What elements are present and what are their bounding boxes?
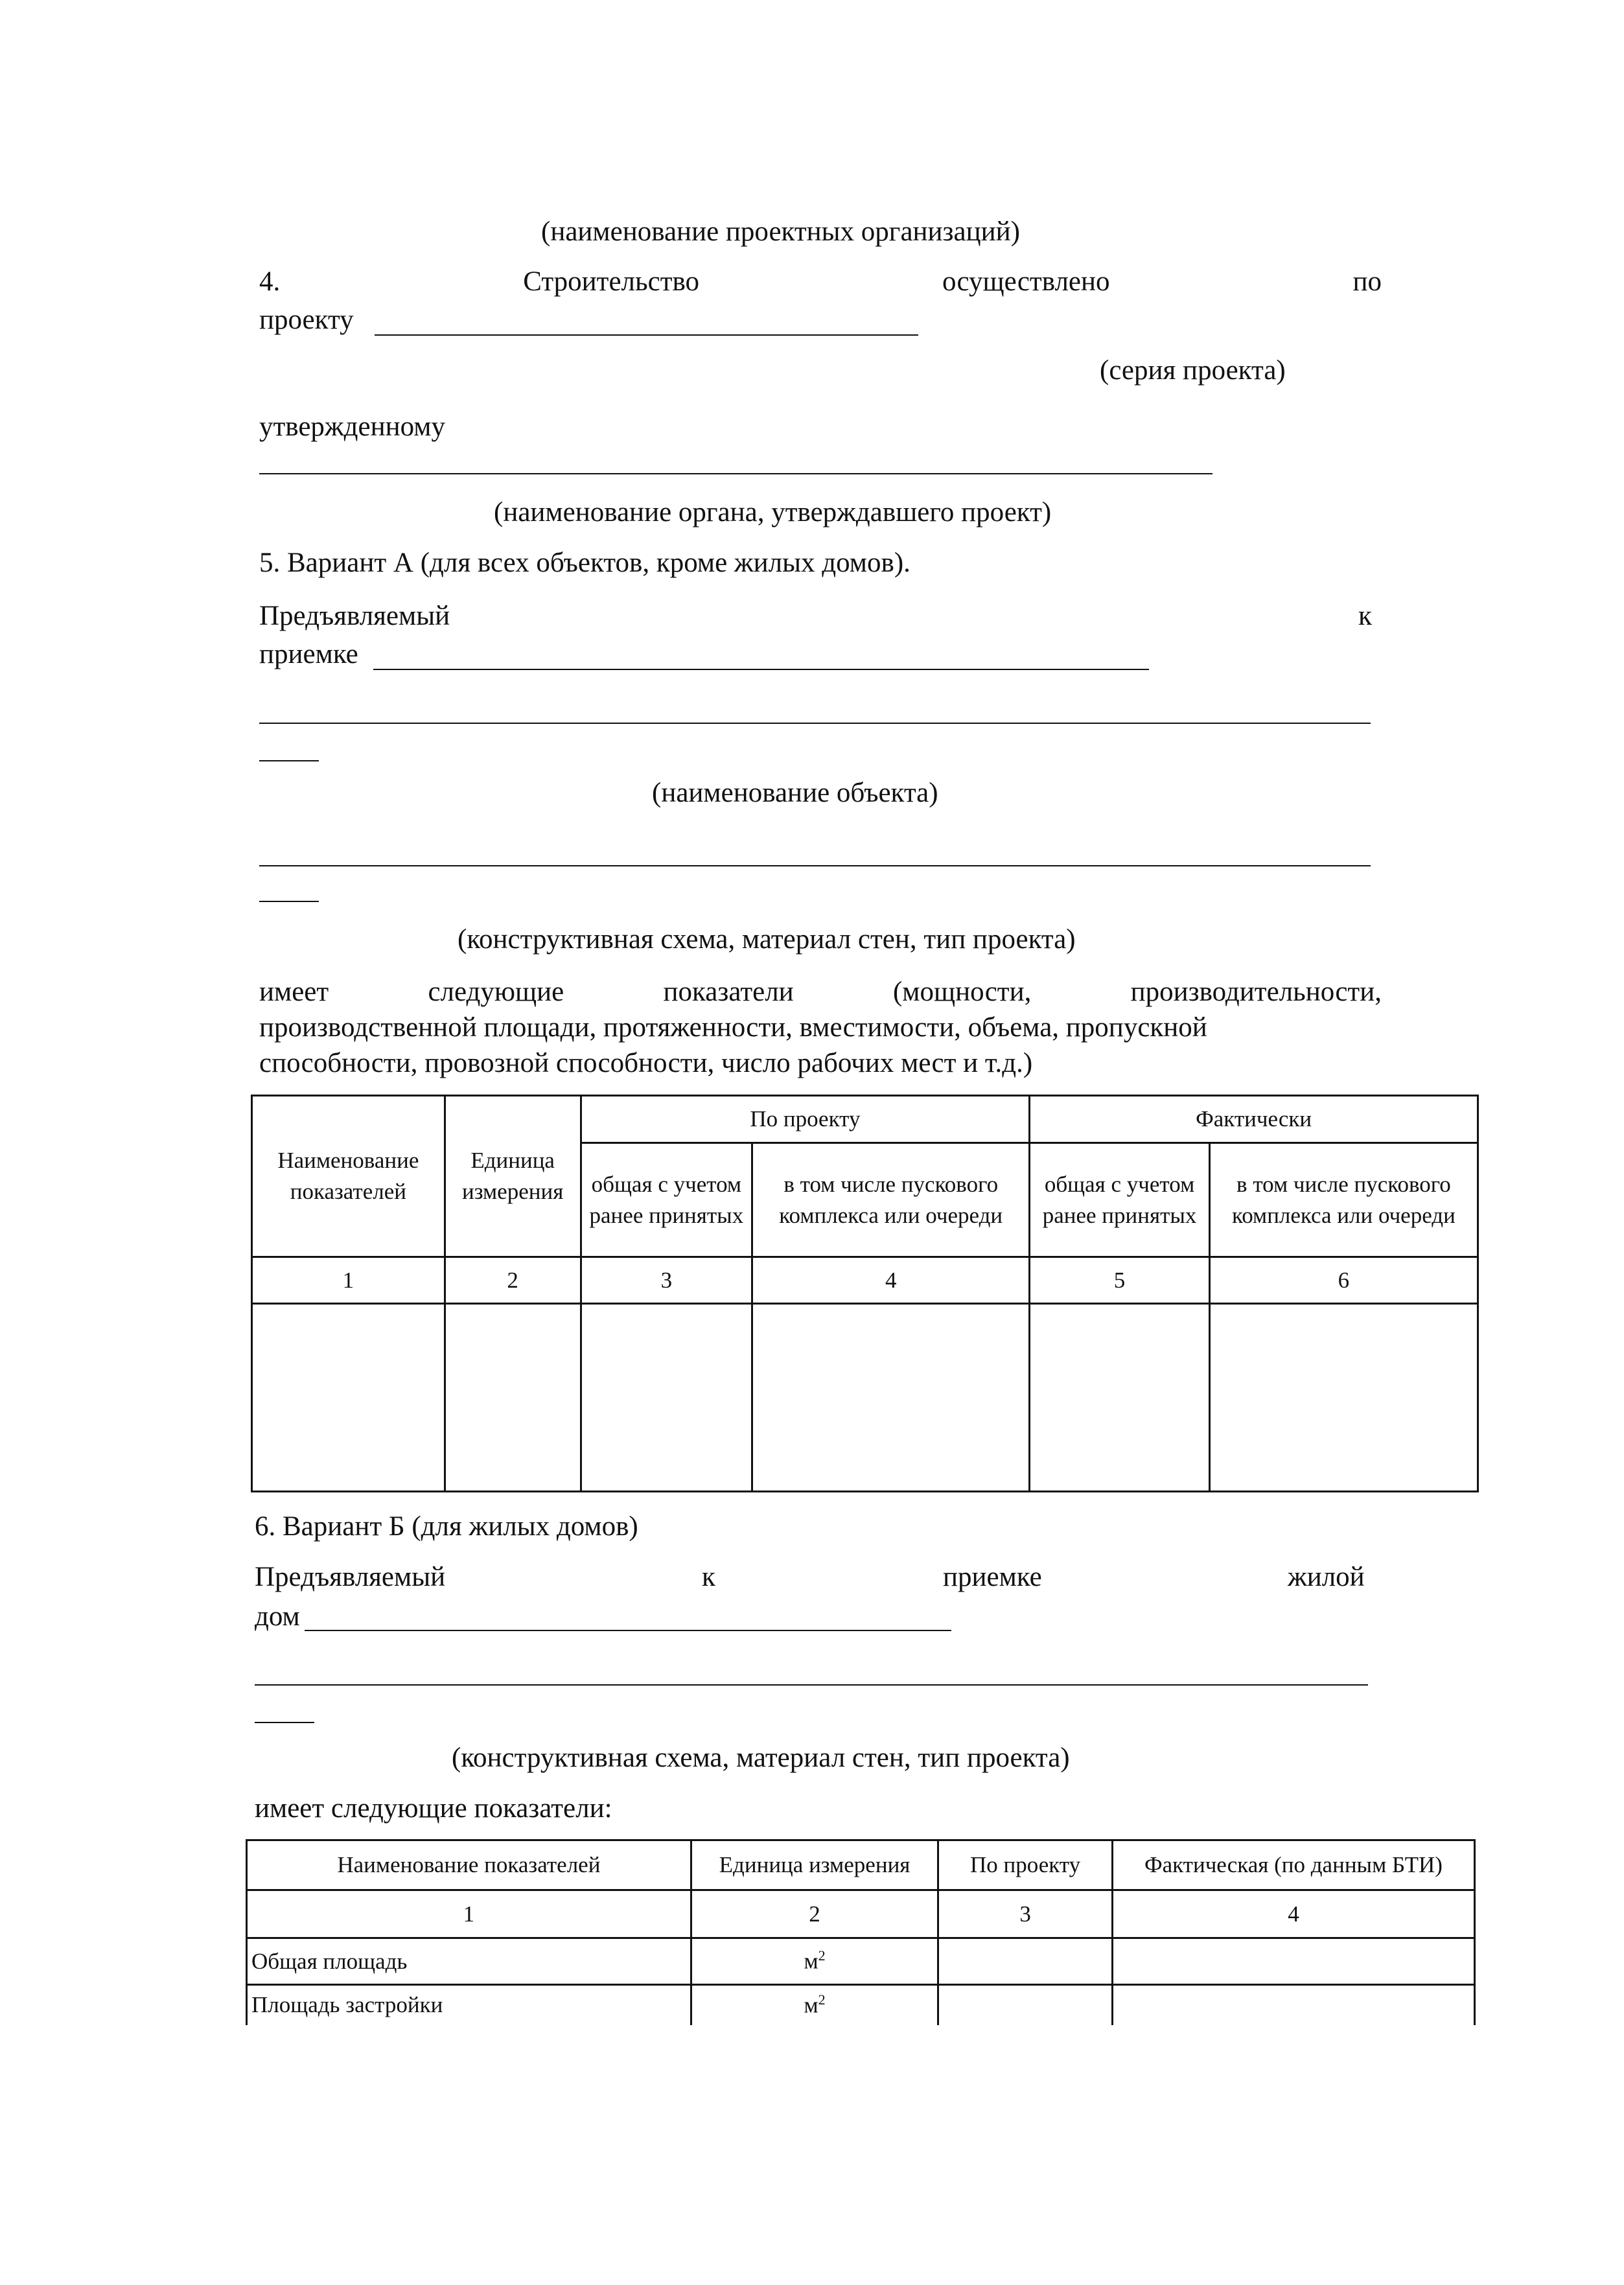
table-a-colnum: 2 [445, 1257, 581, 1304]
table-a-empty-cell [752, 1304, 1030, 1492]
table-a-header-unit: Единица измерения [445, 1096, 581, 1257]
table-variant-b [246, 1839, 1476, 2025]
table-b-row-name: Площадь застройки [247, 1985, 691, 2025]
unit-exponent: 2 [818, 1991, 826, 2008]
table-b-colnum: 3 [938, 1890, 1113, 1938]
item4-line1 [259, 268, 1382, 296]
table-b-row-actual [1112, 1985, 1474, 2025]
unit-text: м [804, 1948, 818, 1974]
caption-object: (наименование объекта) [652, 778, 938, 808]
project-blank-line [375, 334, 918, 336]
table-a-empty-cell [1030, 1304, 1210, 1492]
table-a-header-name: Наименование показателей [252, 1096, 445, 1257]
table-a-actual-launch: в том числе пускового комплекса или очереди [1209, 1143, 1478, 1257]
item4-word-by: по [1352, 266, 1382, 297]
table-a-project-launch: в том числе пускового комплекса или очереди [752, 1143, 1030, 1257]
unit-text: м [804, 1992, 818, 2018]
word-has: имеет [259, 977, 329, 1007]
table-a-empty-cell [581, 1304, 752, 1492]
item4-number: 4. [259, 266, 281, 297]
item6-has: имеет следующие показатели: [255, 1793, 612, 1824]
word-capacity: (мощности, [892, 977, 1032, 1007]
approved-label: утвержденному [259, 412, 446, 442]
table-b-colnum: 4 [1112, 1890, 1474, 1938]
table-b-row-unit [691, 1938, 938, 1985]
item6-residential: жилой [1288, 1562, 1365, 1592]
table-variant-a [251, 1095, 1479, 1492]
item5-heading: 5. Вариант А (для всех объектов, кроме жилых домов). [259, 548, 911, 578]
item6-to: к [702, 1562, 715, 1592]
table-a-empty-cell [252, 1304, 445, 1492]
indicators-line2-text: производственной площади, протяженности, вместимости, объема, пропускной [259, 1012, 1207, 1043]
word-productivity: производительности, [1130, 977, 1382, 1007]
table-b-header-project: По проекту [938, 1840, 1113, 1890]
table-b-header-name: Наименование показателей [247, 1840, 691, 1890]
item5-acceptance: приемке [259, 639, 358, 669]
item5-to: к [1358, 601, 1372, 631]
table-a-colnum: 1 [252, 1257, 445, 1304]
table-a-empty-cell [1209, 1304, 1478, 1492]
table-b-header-actual: Фактическая (по данным БТИ) [1112, 1840, 1474, 1890]
table-a-group-project: По проекту [581, 1096, 1030, 1143]
table-a-actual-total: общая с учетом ранее принятых [1030, 1143, 1210, 1257]
item6-presented: Предъявляемый [255, 1562, 446, 1592]
object-blank-line [259, 723, 1371, 724]
table-a-colnum: 3 [581, 1257, 752, 1304]
item5-presented: Предъявляемый [259, 601, 450, 631]
table-a-colnum: 4 [752, 1257, 1030, 1304]
caption-design-orgs: (наименование проектных организаций) [541, 216, 1020, 247]
table-a-project-total: общая с учетом ранее принятых [581, 1143, 752, 1257]
house-scheme-blank-line [255, 1684, 1368, 1686]
house-scheme-blank-tail [255, 1722, 314, 1723]
object-blank-tail [259, 760, 319, 761]
caption-authority: (наименование органа, утверждавшего проект) [494, 497, 1052, 528]
caption-scheme-a: (конструктивная схема, материал стен, тип проекта) [458, 924, 1076, 955]
house-blank-line [305, 1630, 951, 1631]
scheme-blank-line [259, 865, 1371, 866]
table-b-row-project [938, 1938, 1113, 1985]
table-b-header-unit: Единица измерения [691, 1840, 938, 1890]
table-b-row-actual [1112, 1938, 1474, 1985]
unit-exponent: 2 [818, 1947, 826, 1964]
word-indicators: показатели [663, 977, 794, 1007]
table-a-group-actual: Фактически [1030, 1096, 1478, 1143]
item4-word-done: осуществлено [942, 266, 1110, 297]
indicators-line1 [259, 978, 1382, 1006]
caption-scheme-b: (конструктивная схема, материал стен, тип проекта) [452, 1743, 1070, 1773]
item6-acceptance: приемке [943, 1562, 1042, 1592]
table-b-colnum: 2 [691, 1890, 938, 1938]
item4-project-label: проекту [259, 305, 354, 335]
indicators-line2 [259, 1014, 1382, 1041]
table-b-row-name: Общая площадь [247, 1938, 691, 1985]
table-b-colnum: 1 [247, 1890, 691, 1938]
acceptance-blank-line [373, 669, 1149, 670]
item4-word-construction: Строительство [523, 266, 699, 297]
table-b-row-unit [691, 1985, 938, 2025]
scheme-blank-tail [259, 901, 319, 902]
table-a-empty-cell [445, 1304, 581, 1492]
indicators-line3: способности, провозной способности, число рабочих мест и т.д.) [259, 1048, 1033, 1078]
table-b-row-project [938, 1985, 1113, 2025]
authority-blank-line [259, 473, 1212, 474]
word-following: следующие [428, 977, 564, 1007]
table-a-colnum: 6 [1209, 1257, 1478, 1304]
item6-heading: 6. Вариант Б (для жилых домов) [255, 1511, 638, 1542]
item6-house: дом [255, 1601, 300, 1632]
caption-series: (серия проекта) [1100, 355, 1286, 386]
table-a-colnum: 5 [1030, 1257, 1210, 1304]
